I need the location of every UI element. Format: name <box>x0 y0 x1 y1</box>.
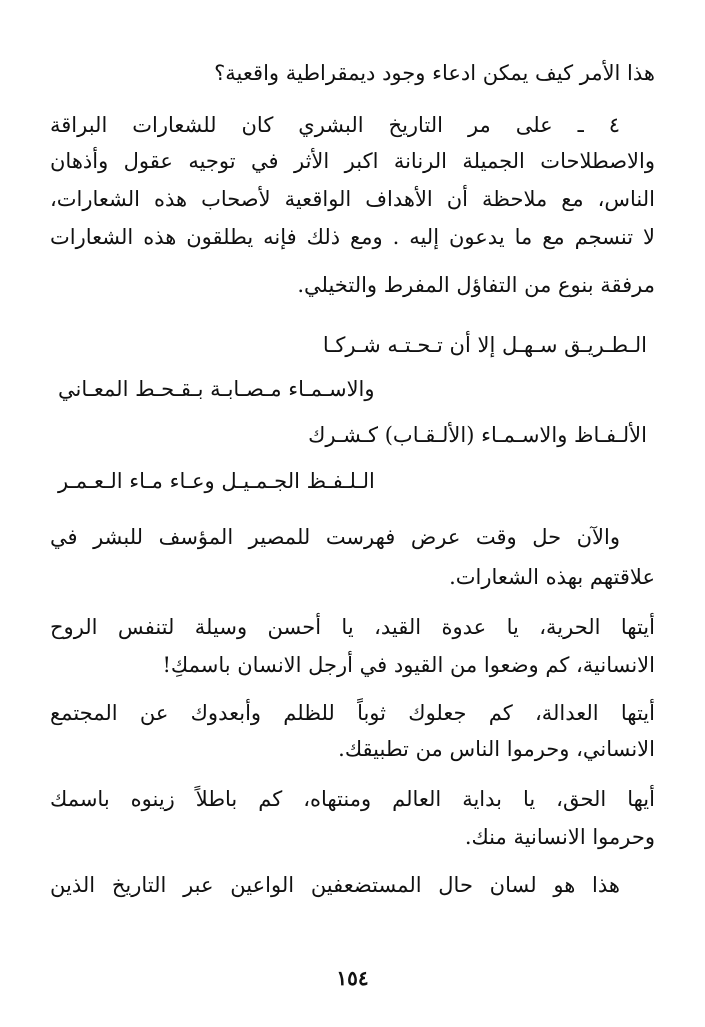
text-line: أيتها الحرية، يا عدوة القيد، يا أحسن وسيلة لتنفس الروح <box>50 615 655 639</box>
text-line: والآن حل وقت عرض فهرست للمصير المؤسف للبشر في <box>50 525 620 549</box>
text-line: الانسانية، كم وضعوا من القيود في أرجل الانسان باسمكِ! <box>162 653 655 677</box>
text-line: الانساني، وحرموا الناس من تطبيقك. <box>338 737 655 761</box>
text-line: هذا هو لسان حال المستضعفين الواعين عبر التاريخ الذين <box>50 873 620 897</box>
text-line: والاصطلاحات الجميلة الرنانة اكبر الأثر في توجيه عقول وأذهان <box>50 149 655 173</box>
text-line: علاقتهم بهذه الشعارات. <box>449 565 655 589</box>
text-line: الناس، مع ملاحظة أن الأهداف الواقعية لأصحاب هذه الشعارات، <box>50 187 655 211</box>
text-line: مرفقة بنوع من التفاؤل المفرط والتخيلي. <box>297 273 655 297</box>
text-line: أيتها العدالة، كم جعلوك ثوباً للظلم وأبعدوك عن المجتمع <box>50 701 655 725</box>
text-line: لا تنسجم مع ما يدعون إليه . ومع ذلك فإنه يطلقون هذه الشعارات <box>50 225 655 249</box>
text-line: أيها الحق، يا بداية العالم ومنتهاه، كم باطلاً زينوه باسمك <box>50 787 655 811</box>
text-line: هذا الأمر كيف يمكن ادعاء وجود ديمقراطية واقعية؟ <box>214 61 655 85</box>
verse-line: الـلـفـظ الجـمـيـل وعـاء مـاء الـعـمـر <box>58 469 375 493</box>
verse-line: الألـفـاظ والاسـمـاء (الألـقـاب) كـشـرك <box>308 423 647 447</box>
page-number: ١٥٤ <box>336 966 369 990</box>
text-line: ٤ ـ على مر التاريخ البشري كان للشعارات البراقة <box>50 113 620 137</box>
verse-line: الـطـريـق سـهـل إلا أن تـحـتـه شـركـا <box>322 333 647 357</box>
text-line: وحرموا الانسانية منك. <box>464 825 655 849</box>
verse-line: والاسـمـاء مـصـابـة بـقـحـط المعـاني <box>58 377 375 401</box>
